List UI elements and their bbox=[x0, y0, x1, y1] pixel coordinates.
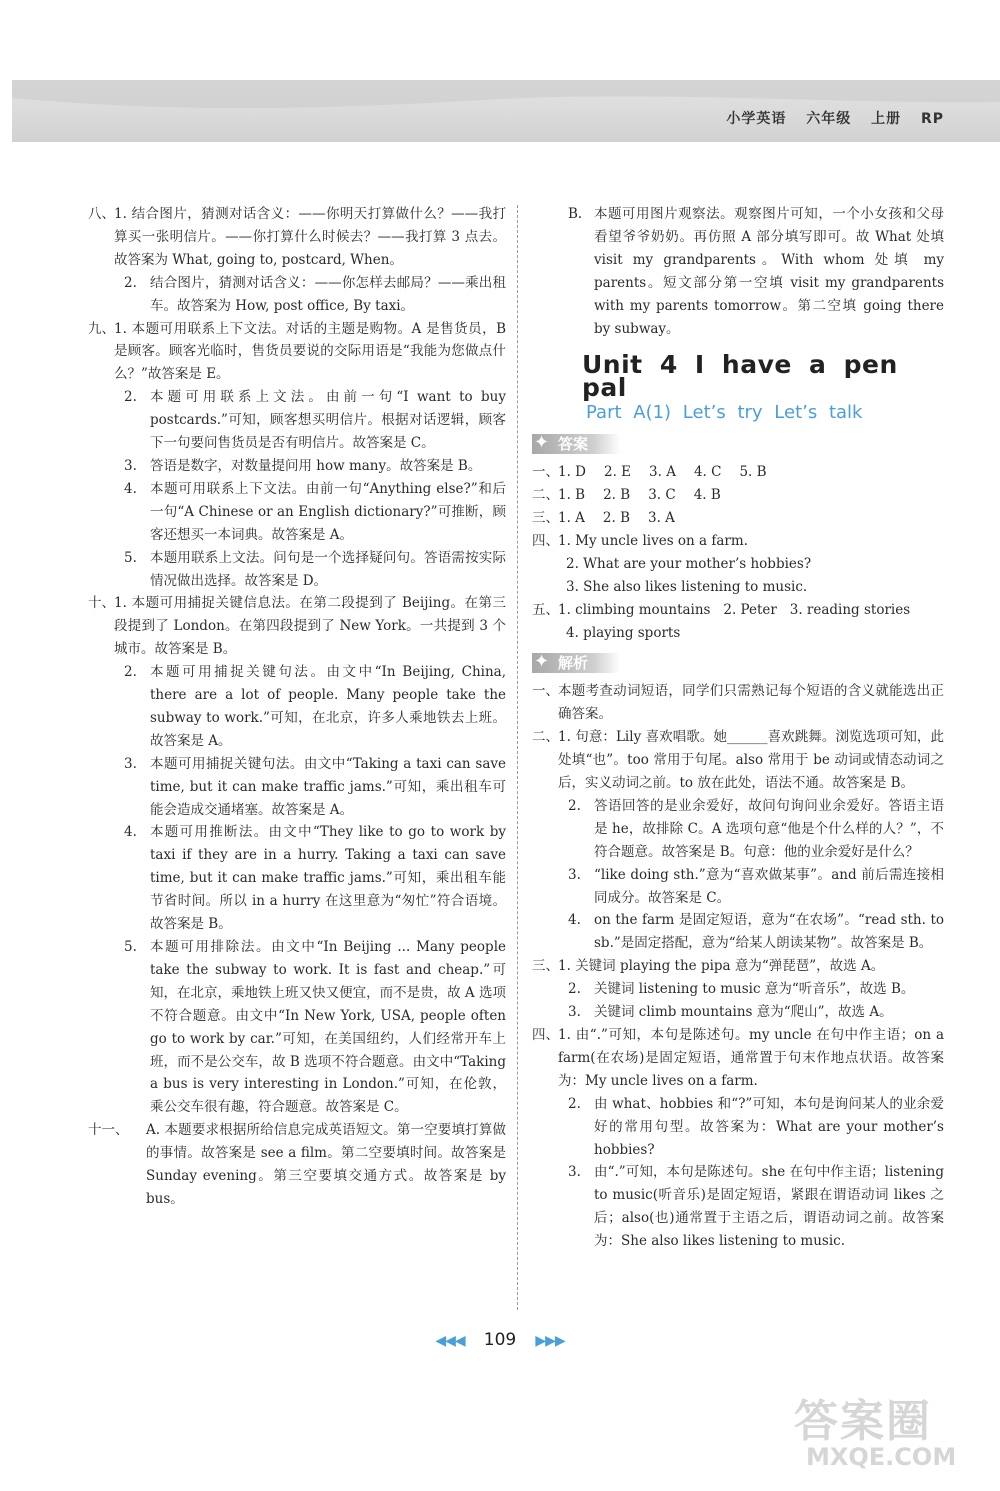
answer-row bbox=[532, 553, 944, 576]
item-number: 3. bbox=[124, 457, 137, 474]
answer-item bbox=[88, 386, 506, 455]
item-number: 3. bbox=[124, 755, 137, 772]
answer-item bbox=[88, 478, 506, 547]
answer-option: 2. B bbox=[602, 509, 631, 526]
item-text: 1. 结合图片，猜测对话含义：——你明天打算做什么？——我打算买一张明信片。——你打算什么时候去？——我打算 3 点去。故答案为 What, going to, postcard, When。 bbox=[114, 206, 506, 268]
answer-item bbox=[532, 909, 944, 955]
item-number: 九、 bbox=[88, 320, 115, 337]
item-text: 本题考查动词短语，同学们只需熟记每个短语的含义就能选出正确答案。 bbox=[558, 683, 944, 723]
answer-item bbox=[532, 203, 944, 340]
item-text: 本题可用推断法。由文中“They like to go to work by taxi if they are in a hurry. Taking a taxi can save time, but it can make traffic jams.”可知，乘出租车能节省时间。所以 in a hurry 在这里意为“匆忙”符合语境。故答案是 B。 bbox=[150, 824, 506, 933]
answer-item bbox=[88, 455, 506, 478]
item-number: 2. bbox=[568, 981, 581, 998]
answer-tag bbox=[532, 431, 944, 457]
answer-row bbox=[532, 622, 944, 645]
answer-item bbox=[532, 795, 944, 864]
answer-row bbox=[532, 507, 944, 530]
answer-option: 1. D bbox=[558, 464, 586, 481]
item-text: 1. 本题可用捕捉关键信息法。在第二段提到了 Beijing。在第三段提到了 London。在第四段提到了 New York。一共提到 3 个城市。故答案是 B。 bbox=[114, 595, 506, 658]
star-icon: ✦ bbox=[534, 432, 550, 454]
item-text: 本题可用排除法。由文中“In Beijing ... Many people take the subway to work. It is fast and cheap.”可知，在北京，乘地铁上班又快又便宜，而不是贵，故 A 选项不符合题意。由文中“In New York, USA, people often go to work by car.”可知，在美国纽约，人们经常开车上班，而不是公交车，故 B 选项不符合题意。由文中“Taking a bus is very interesting in London.”可知，在伦敦，乘公交车很有趣，符合题意。故答案是 C。 bbox=[150, 939, 506, 1116]
analysis-tag bbox=[532, 650, 944, 676]
item-number: 2. bbox=[124, 274, 137, 291]
item-number: 三、 bbox=[532, 958, 559, 975]
item-number: 4. bbox=[568, 912, 581, 929]
answer-option: 1. A bbox=[558, 509, 585, 526]
left-column bbox=[88, 203, 506, 1211]
answer-item bbox=[88, 547, 506, 593]
item-number: 四、 bbox=[532, 1027, 559, 1043]
analysis-tag-label: 解析 bbox=[558, 654, 589, 673]
item-number: 五、 bbox=[532, 601, 559, 618]
item-number: 2. bbox=[124, 664, 137, 681]
answer-line: 1. My uncle lives on a farm. bbox=[558, 532, 748, 549]
answer-option: 5. B bbox=[739, 464, 767, 481]
answer-item bbox=[532, 1001, 944, 1024]
item-number: 一、 bbox=[532, 464, 559, 481]
answer-item bbox=[88, 661, 506, 753]
answer-option: 2. E bbox=[604, 464, 632, 481]
answer-item bbox=[532, 864, 944, 910]
answer-item bbox=[88, 272, 506, 318]
answer-item bbox=[88, 821, 506, 936]
answer-option: 3. A bbox=[648, 509, 675, 526]
answer-item bbox=[532, 726, 944, 795]
answer-item bbox=[88, 936, 506, 1119]
answer-option: 3. A bbox=[649, 464, 676, 481]
answer-item bbox=[88, 753, 506, 822]
item-number: 一、 bbox=[532, 683, 559, 700]
item-number: 三、 bbox=[532, 509, 559, 526]
answer-row bbox=[532, 576, 944, 599]
item-text: 1. 关键词 playing the pipa 意为“弹琵琶”，故选 A。 bbox=[558, 958, 885, 975]
item-number: 3. bbox=[568, 866, 581, 883]
answer-option: 4. C bbox=[693, 464, 722, 481]
item-number: 4. bbox=[124, 480, 137, 497]
answer-item bbox=[532, 1093, 944, 1162]
answer-row bbox=[532, 599, 944, 622]
book-title: 小学英语 六年级 上册 RP bbox=[726, 111, 944, 127]
item-number: 4. bbox=[124, 824, 137, 841]
item-number: 3. bbox=[568, 1004, 581, 1021]
watermark bbox=[784, 1385, 974, 1475]
item-text: 关键词 listening to music 意为“听音乐”，故选 B。 bbox=[594, 981, 915, 998]
item-text: 本题可用图片观察法。观察图片可知，一个小女孩和父母看望爷爷奶奶。再仿照 A 部分填写即可。故 What 处填 visit my grandparents。With whom 处填 my parents。短文部分第一空填 visit my grandparents with my parents tomorrow。第二空填 going there by subway。 bbox=[594, 206, 944, 337]
item-number: 5. bbox=[124, 549, 137, 566]
prev-arrows-icon: ◀◀◀ bbox=[435, 1333, 465, 1349]
item-number: 二、 bbox=[532, 487, 559, 504]
item-number: 二、 bbox=[532, 729, 559, 746]
item-text: on the farm 是固定短语，意为“在农场”。“read sth. to sb.”是固定搭配，意为“给某人朗读某物”。故答案是 B。 bbox=[594, 912, 944, 952]
answer-option: 2. B bbox=[603, 487, 631, 504]
answer-row bbox=[532, 484, 944, 507]
answer-option: 1. B bbox=[558, 487, 586, 504]
item-text: 答语是数字，对数量提问用 how many。故答案是 B。 bbox=[150, 457, 482, 474]
item-text: 本题可用捕捉关键句法。由文中“In Beijing, China, there are a lot of people. Many people take the subway to work.”可知，在北京，许多人乘地铁去上班。故答案是 A。 bbox=[150, 664, 506, 749]
watermark-logo: 答案圈 bbox=[794, 1396, 932, 1447]
page-header bbox=[12, 80, 1000, 142]
answer-item bbox=[532, 680, 944, 726]
answer-option: 3. C bbox=[648, 487, 676, 504]
item-text: 答语回答的是业余爱好，故问句询问业余爱好。答语主语是 he，故排除 C。A 选项句意“他是个什么样的人？”，不符合题意。故答案是 B。句意：他的业余爱好是什么？ bbox=[594, 797, 944, 860]
item-text: 由 what、hobbies 和“?”可知，本句是询问某人的业余爱好的常用句型。故答案为：What are your mother’s hobbies? bbox=[594, 1095, 944, 1158]
answer-item bbox=[88, 592, 506, 661]
right-column bbox=[532, 203, 944, 1253]
answer-item bbox=[88, 203, 506, 272]
star-icon: ✦ bbox=[534, 651, 550, 673]
item-number: 2. bbox=[124, 389, 137, 406]
answer-row bbox=[532, 530, 944, 553]
answer-item bbox=[532, 955, 944, 978]
item-text: 关键词 climb mountains 意为“爬山”，故选 A。 bbox=[594, 1004, 893, 1021]
item-number: 2. bbox=[568, 797, 581, 814]
page-footer bbox=[0, 1330, 1000, 1350]
item-text: 本题可用联系上文法。由前一句“I want to buy postcards.”可知，顾客想买明信片。根据对话逻辑，顾客下一句要问售货员是否有明信片。故答案是 C。 bbox=[150, 389, 506, 452]
item-text: 本题可用捕捉关键句法。由文中“Taking a taxi can save time, but it can make traffic jams.”可知，乘出租车可能会造成交通堵塞。故答案是 A。 bbox=[150, 755, 506, 818]
answer-line: 2. What are your mother’s hobbies? bbox=[566, 555, 812, 572]
page-number: 109 bbox=[483, 1330, 517, 1350]
column-divider bbox=[517, 205, 518, 1310]
item-text: 1. 由“.”可知，本句是陈述句。my uncle 在句中作主语；on a farm(在农场)是固定短语，通常置于句末作地点状语。故答案为：My uncle lives on a farm. bbox=[558, 1027, 944, 1089]
item-number: 5. bbox=[124, 939, 137, 955]
item-number: 四、 bbox=[532, 532, 559, 549]
answer-item bbox=[88, 318, 506, 387]
item-number: 3. bbox=[568, 1164, 581, 1181]
item-text: 1. 句意：Lily 喜欢唱歌。她______喜欢跳舞。浏览选项可知，此处填“也”。too 常用于句尾。also 常用于 be 动词或情态动词之后，实义动词之前。to 放在此处，语法不通。故答案是 B。 bbox=[558, 729, 944, 792]
item-text: 结合图片，猜测对话含义：——你怎样去邮局？——乘出租车。故答案为 How, post office, By taxi。 bbox=[150, 274, 506, 314]
answer-item bbox=[88, 1119, 506, 1211]
answer-tag-label: 答案 bbox=[558, 435, 589, 454]
item-number: 十、 bbox=[88, 595, 115, 612]
item-text: 本题用联系上文法。问句是一个选择疑问句。答语需按实际情况做出选择。故答案是 D。 bbox=[150, 549, 506, 589]
item-number: 2. bbox=[568, 1095, 581, 1112]
item-number: 十一、 bbox=[88, 1122, 129, 1139]
item-text: A. 本题要求根据所给信息完成英语短文。第一空要填打算做的事情。故答案是 see a film。第二空要填时间。故答案是 Sunday evening。第三空要填交通方式。故答案是 by bus。 bbox=[146, 1122, 506, 1207]
item-number: B. bbox=[568, 206, 583, 222]
answer-line: 1. climbing mountains 2. Peter 3. reading stories bbox=[558, 601, 911, 618]
item-number: 八、 bbox=[88, 206, 115, 222]
answer-row bbox=[532, 461, 944, 484]
item-text: 本题可用联系上下文法。由前一句“Anything else?”和后一句“A Chinese or an English dictionary?”可推断，顾客还想买一本词典。故答案是 A。 bbox=[150, 480, 506, 543]
next-arrows-icon: ▶▶▶ bbox=[535, 1333, 565, 1349]
unit-title: Unit 4 I have a pen pal bbox=[582, 350, 898, 403]
item-text: 由“.”可知，本句是陈述句。she 在句中作主语；listening to music(听音乐)是固定短语，紧跟在谓语动词 likes 之后；also(也)通常置于主语之后，谓语动词之前。故答案为：She also likes listening to music. bbox=[594, 1164, 944, 1250]
unit-subtitle: Part A(1) Let’s try Let’s talk bbox=[586, 402, 863, 424]
answer-item bbox=[532, 1161, 944, 1253]
answer-line: 4. playing sports bbox=[566, 624, 681, 641]
answer-item bbox=[532, 978, 944, 1001]
item-text: “like doing sth.”意为“喜欢做某事”。and 前后需连接相同成分。故答案是 C。 bbox=[594, 866, 944, 906]
answer-item bbox=[532, 1024, 944, 1093]
watermark-url: MXQE.COM bbox=[806, 1443, 957, 1471]
answer-line: 3. She also likes listening to music. bbox=[566, 578, 808, 595]
item-text: 1. 本题可用联系上下文法。对话的主题是购物。A 是售货员，B 是顾客。顾客光临时，售货员要说的交际用语是“我能为您做点什么？”故答案是 E。 bbox=[114, 320, 506, 383]
answer-option: 4. B bbox=[693, 487, 721, 504]
